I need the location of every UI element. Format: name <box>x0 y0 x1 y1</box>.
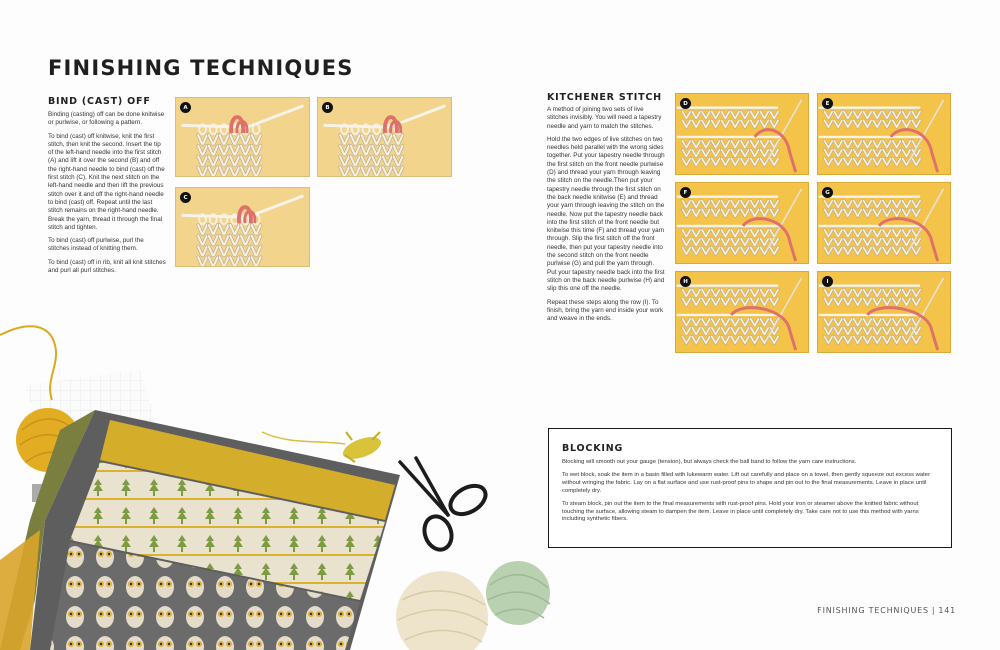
page-footer <box>817 606 956 615</box>
figure-a <box>175 97 310 177</box>
figure-h <box>675 271 809 353</box>
figure-i <box>817 271 951 353</box>
figure-label: B <box>322 102 333 113</box>
bind-off-illustration-a <box>176 98 309 176</box>
figure-label: C <box>180 192 191 203</box>
bind-off-illustration-b <box>318 98 451 176</box>
bind-off-section <box>48 96 166 280</box>
footer-section-title: FINISHING TECHNIQUES <box>817 606 929 615</box>
chart-paper <box>25 370 170 500</box>
figure-f <box>675 182 809 264</box>
blocking-paragraph: To wet block, soak the item in a basin filled with lukewarm water. Lift out carefully and place on a towel, then gently squeeze out excess water without wringing the fabric. Lay on a flat surface and use rust-proof pins to shape and pin out to the final measurements. Leave in place until completely dry. <box>562 471 931 494</box>
figure-c <box>175 187 310 267</box>
blocking-paragraph: Blocking will smooth out your gauge (tension), but always check the ball band to follow the yarn care instructions. <box>562 459 857 465</box>
kitchener-paragraph: Repeat these steps along the row (I). To finish, bring the yarn end inside your work and weave in the ends. <box>547 298 664 323</box>
blocking-body <box>562 459 938 524</box>
blocking-box <box>548 428 952 548</box>
figure-b <box>317 97 452 177</box>
footer-separator: | <box>931 606 936 615</box>
bind-off-heading: BIND (CAST) OFF <box>48 96 151 107</box>
yellow-yarn-ball <box>16 408 80 472</box>
bind-off-body <box>48 111 166 275</box>
bind-off-paragraph: Binding (casting) off can be done knitwise or purlwise, or following a pattern. <box>48 111 165 127</box>
figure-d <box>675 93 809 175</box>
figure-label: D <box>680 98 691 109</box>
kitchener-illustration-i <box>818 272 950 352</box>
fair-isle-knitting <box>0 410 400 650</box>
figure-g <box>817 182 951 264</box>
scissors <box>400 458 490 553</box>
figure-label: F <box>680 187 691 198</box>
thread-skein <box>340 432 384 463</box>
figure-label: A <box>180 102 191 113</box>
kitchener-illustration-d <box>676 94 808 174</box>
bind-off-paragraph: To bind (cast) off purlwise, purl the stitches instead of knitting them. <box>48 237 144 253</box>
kitchener-illustration-f <box>676 183 808 263</box>
kitchener-illustration-g <box>818 183 950 263</box>
page-title: FINISHING TECHNIQUES <box>48 56 354 80</box>
kitchener-paragraph: Hold the two edges of live stitches on two needles held parallel with the wrong sides together. Put your tapestry needle through the first stitch on the front needle purlwise (D) and thread your yarn through leaving the stitch on the needle.Then put your tapestry needle through the first stitch on the back needle knitwise (E) and thread your yarn through leaving the stitch on the needle. Now put the tapestry needle back into the first stitch of the front needle but knitwise this time (F) and thread your yarn through. Slip the first stitch off the front needle, then put your tapestry needle into the second stitch on the front needle purlwise (G) and pull the yarn through. Put your tapestry needle back into the first stitch on the back needle purlwise (H) and slip this one off the needle. <box>547 135 665 293</box>
bind-off-paragraph: To bind (cast) off in rib, knit all knit stitches and purl all purl stitches. <box>48 258 166 275</box>
bind-off-paragraph: To bind (cast) off knitwise, knit the first stitch, then knit the second. Insert the tip of the left-hand needle into the first stitch (A) and lift it over the second (B) and off the right-hand needle to bind (cast) off the first stitch (C). Knit the next stitch on the left-hand needle and then lift the previous stitch over it and off the right-hand needle to bind (cast) off. Repeat until the last stitch remains on the right-hand needle. Break the yarn, thread it through the final stitch and tighten. <box>48 132 165 231</box>
kitchener-illustration-h <box>676 272 808 352</box>
figure-label: I <box>822 276 833 287</box>
blocking-heading: BLOCKING <box>562 443 624 454</box>
kitchener-body <box>547 106 665 323</box>
figure-e <box>817 93 951 175</box>
figure-label: G <box>822 187 833 198</box>
kitchener-heading: KITCHENER STITCH <box>547 92 662 103</box>
figure-label: E <box>822 98 833 109</box>
page-number: 141 <box>938 606 956 615</box>
kitchener-section <box>547 92 665 328</box>
kitchener-illustration-e <box>818 94 950 174</box>
blocking-paragraph: To steam block, pin out the item to the final measurements with rust-proof pins. Hold your iron or steamer above the knitted fabric without touching the surface, allowing steam to dampen the item. Leave in place until completely dry. Take care not to use this method with yarns including synthetic fibers. <box>562 500 919 523</box>
kitchener-paragraph: A method of joining two sets of live stitches invisibly. You will need a tapestry needle and yarn to match the stitches. <box>547 106 662 130</box>
bind-off-illustration-c <box>176 188 309 266</box>
cream-yarn-ball <box>396 571 488 650</box>
mint-yarn-ball <box>486 561 550 625</box>
figure-label: H <box>680 276 691 287</box>
